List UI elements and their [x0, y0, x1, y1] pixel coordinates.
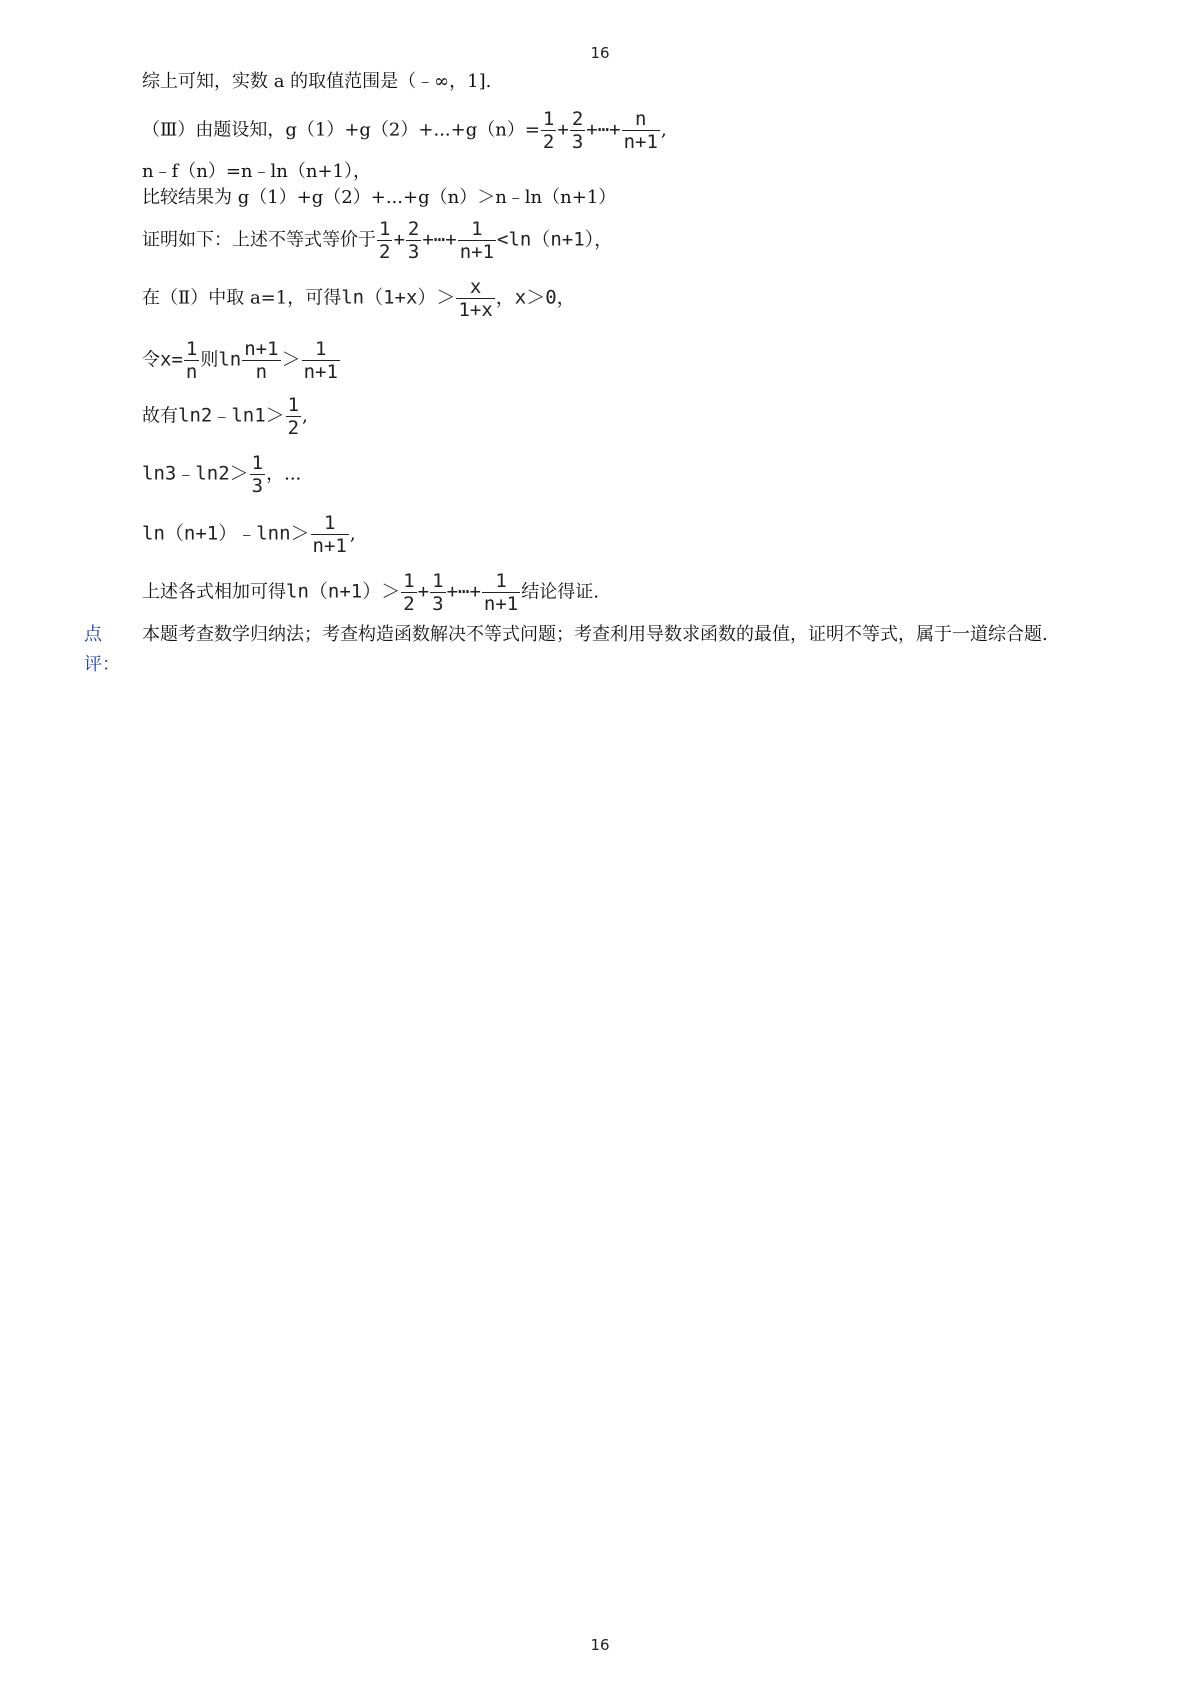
- proof-equivalence-line: 证明如下：上述不等式等价于 $\frac{1}{2}$ + $\frac{2}{3}$ +⋯+ $\frac{1}{n+1}$ <ln（n+1），: [142, 218, 614, 263]
- fraction-n-plus-1-over-n: $\frac{n+1}{n}$: [244, 338, 279, 383]
- fraction-x-over-1-plus-x: $\frac{x}{1+x}$: [458, 276, 493, 321]
- fraction-one-over-n-plus-1: $\frac{1}{n+1}$: [312, 512, 347, 557]
- conclusion-range-line: 综上可知，实数 a 的取值范围是（﹣∞，1].: [142, 71, 492, 92]
- fraction-one-third: $\frac{1}{3}$: [251, 452, 264, 497]
- fraction-one-over-n-plus-1: $\frac{1}{n+1}$: [303, 338, 338, 383]
- page-number-top: 16: [590, 44, 610, 62]
- fraction-one-half: $\frac{1}{2}$: [379, 218, 391, 263]
- let-x-line: 令x= $\frac{1}{n}$ 则ln $\frac{n+1}{n}$ ＞ $\frac{1}{n+1}$: [142, 338, 338, 383]
- part-three-text: （Ⅲ）由题设知，g（1）+g（2）+...+g（n）=: [142, 119, 540, 141]
- comment-text: 本题考查数学归纳法；考查构造函数解决不等式问题；考查利用导数求函数的最值，证明不等式，属于一道综合题.: [142, 624, 1048, 645]
- comment-label: 点评：: [84, 624, 120, 675]
- fraction-two-thirds: $\frac{2}{3}$: [571, 108, 584, 153]
- ln3-line: ln3﹣ln2＞ $\frac{1}{3}$ ，...: [142, 452, 302, 497]
- sum-conclusion-line: 上述各式相加可得ln（n+1）＞ $\frac{1}{2}$ + $\frac{1}{3}$ +⋯+ $\frac{1}{n+1}$ 结论得证.: [142, 570, 599, 615]
- page-number-bottom: 16: [590, 1636, 610, 1654]
- fraction-one-half: $\frac{1}{2}$: [403, 570, 415, 615]
- ln-n-plus-1-line: ln（n+1）﹣lnn＞ $\frac{1}{n+1}$ ,: [142, 512, 356, 557]
- fraction-one-half: $\frac{1}{2}$: [287, 394, 300, 439]
- fraction-two-thirds: $\frac{2}{3}$: [407, 218, 420, 263]
- n-minus-f-line: n﹣f（n）=n﹣ln（n+1），: [142, 161, 371, 182]
- fraction-one-third: $\frac{1}{3}$: [432, 570, 444, 615]
- fraction-n-over-n-plus-1: $\frac{n}{n+1}$: [623, 108, 658, 153]
- fraction-one-over-n: $\frac{1}{n}$: [185, 338, 198, 383]
- fraction-one-over-n-plus-1: $\frac{1}{n+1}$: [459, 218, 495, 263]
- part-two-substitution-line: 在（Ⅱ）中取 a=1，可得ln（1+x）＞ $\frac{x}{1+x}$ ，x＞0，: [142, 276, 576, 321]
- comparison-result-line: 比较结果为 g（1）+g（2）+...+g（n）＞n﹣ln（n+1）: [142, 187, 617, 208]
- fraction-one-half: $\frac{1}{2}$: [542, 108, 555, 153]
- part-three-sum-line: （Ⅲ）由题设知，g（1）+g（2）+...+g（n）= $\frac{1}{2}$ + $\frac{2}{3}$ +⋯+ $\frac{n}{n+1}$ ,: [142, 108, 667, 153]
- hence-ln2-line: 故有ln2﹣ln1＞ $\frac{1}{2}$ ,: [142, 394, 308, 439]
- fraction-one-over-n-plus-1: $\frac{1}{n+1}$: [483, 570, 519, 615]
